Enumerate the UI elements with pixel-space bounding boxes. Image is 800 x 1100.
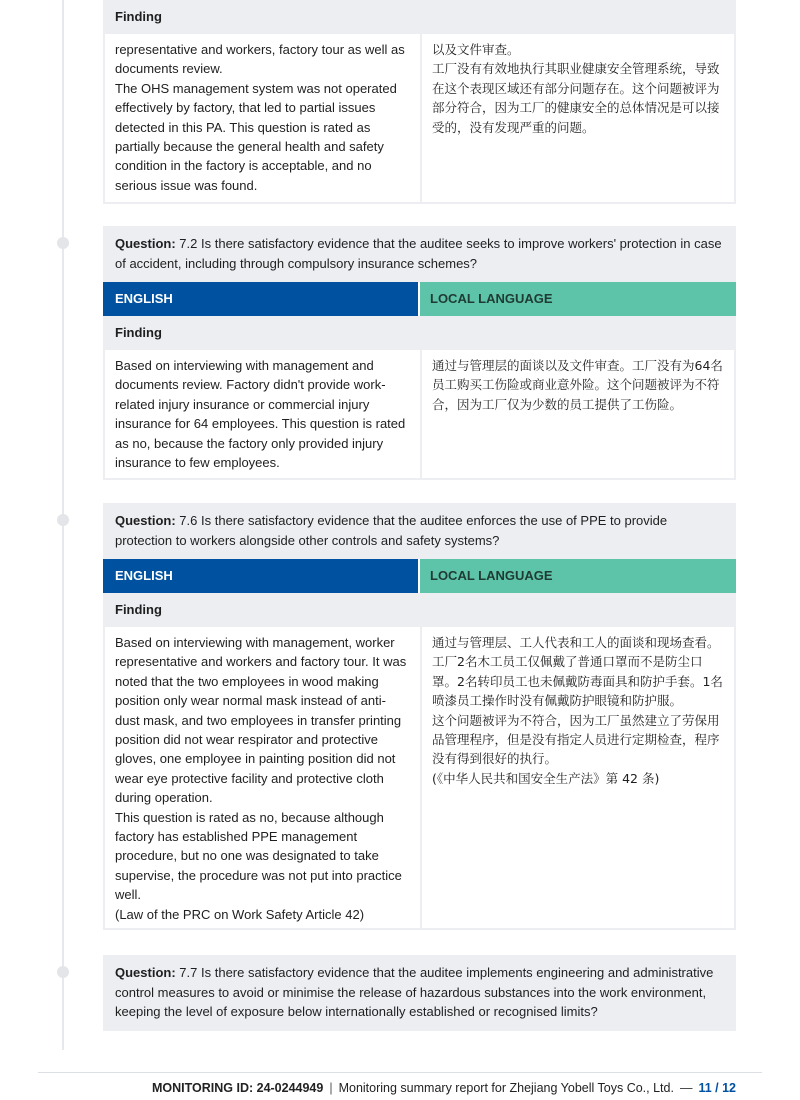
footer-dash: —	[679, 1081, 693, 1095]
local-language-header: LOCAL LANGUAGE	[420, 282, 736, 316]
question-label: Question:	[115, 965, 176, 980]
finding-local-text: 以及文件审查。 工厂没有有效地执行其职业健康安全管理系统，导致在这个表现区域还有部分问题存在。这个问题被评为部分符合，因为工厂的健康安全的总体情况是可以接受的，没有发现严重的问题。	[432, 42, 720, 135]
footer-divider	[38, 1072, 762, 1073]
question-block-7-6	[103, 503, 736, 930]
question-text	[103, 955, 736, 1031]
timeline-dot	[57, 966, 69, 978]
finding-cells	[103, 627, 736, 930]
question-body: Is there satisfactory evidence that the auditee implements engineering and administrative control measures to avoid or minimise the release of hazardous substances into the work environment, keeping the level of exposure below internationally established or recognised limits?	[115, 965, 714, 1019]
finding-local-text: 通过与管理层的面谈以及文件审查。工厂没有为64名员工购买工伤险或商业意外险。这个问题被评为不符合，因为工厂仅为少数的员工提供了工伤险。	[432, 358, 723, 412]
finding-english-text: Based on interviewing with management, worker representative and workers and factory tour. It was noted that the two employees in wood making position only wear normal mask instead of anti-dust mask, and two employees in transfer printing position did not wear respirator and protective gloves, one employee in painting position did not wear eye protective facility and protective cloth during operation. This question is rated as no, because although factory has established PPE management procedure, but no one was designated to take supervise, the procedure was not put into practice well. (Law of the PRC on Work Safety Article 42)	[105, 627, 422, 928]
page-number: 11 / 12	[698, 1081, 736, 1095]
question-text	[103, 226, 736, 282]
language-header-row	[103, 559, 736, 593]
finding-local-text: 通过与管理层、工人代表和工人的面谈和现场查看。工厂2名木工员工仅佩戴了普通口罩而不是防尘口罩。2名转印员工也未佩戴防毒面具和防护手套。1名喷漆员工操作时没有佩戴防护眼镜和防护服。 这个问题被评为不符合，因为工厂虽然建立了劳保用品管理程序，但是没有指定人员进行定期检查，程序没有得到很好的执行。 (《中华人民共和国安全生产法》第 42 条)	[432, 635, 723, 786]
continued-finding-block	[103, 0, 736, 204]
finding-cells	[103, 350, 736, 480]
monitoring-id: MONITORING ID: 24-0244949	[151, 1081, 324, 1095]
finding-english-text: Based on interviewing with management and documents review. Factory didn't provide work-related injury insurance or commercial injury insurance for 64 employees. This question is rated as no, because the factory only provided injury insurance to few employees.	[105, 350, 422, 478]
question-text	[103, 503, 736, 559]
page-footer	[152, 1081, 736, 1095]
finding-english-text: representative and workers, factory tour as well as documents review. The OHS management system was not operated effectively by factory, that led to partial issues detected in this PA. This question is rated as partially because the general health and safety condition in the factory is acceptable, and no serious issue was found.	[105, 34, 422, 202]
local-language-header: LOCAL LANGUAGE	[420, 559, 736, 593]
footer-separator: |	[329, 1081, 333, 1095]
finding-heading: Finding	[103, 593, 736, 627]
finding-heading: Finding	[103, 0, 736, 34]
timeline-dot	[57, 514, 69, 526]
question-number: 7.7	[179, 965, 198, 980]
question-number: 7.6	[179, 513, 198, 528]
question-number: 7.2	[179, 236, 198, 251]
language-header-row	[103, 282, 736, 316]
english-header: ENGLISH	[103, 282, 420, 316]
timeline-dot	[57, 237, 69, 249]
question-label: Question:	[115, 513, 176, 528]
question-body: Is there satisfactory evidence that the auditee seeks to improve workers' protection in case of accident, including through compulsory insurance schemes?	[115, 236, 722, 271]
finding-heading: Finding	[103, 316, 736, 350]
finding-cells	[103, 34, 736, 204]
question-block-7-2	[103, 226, 736, 480]
english-header: ENGLISH	[103, 559, 420, 593]
question-body: Is there satisfactory evidence that the auditee enforces the use of PPE to provide protection to workers alongside other controls and safety systems?	[115, 513, 668, 548]
question-label: Question:	[115, 236, 176, 251]
report-title: Monitoring summary report for Zhejiang Yobell Toys Co., Ltd.	[338, 1081, 674, 1095]
question-block-7-7	[103, 955, 736, 1031]
